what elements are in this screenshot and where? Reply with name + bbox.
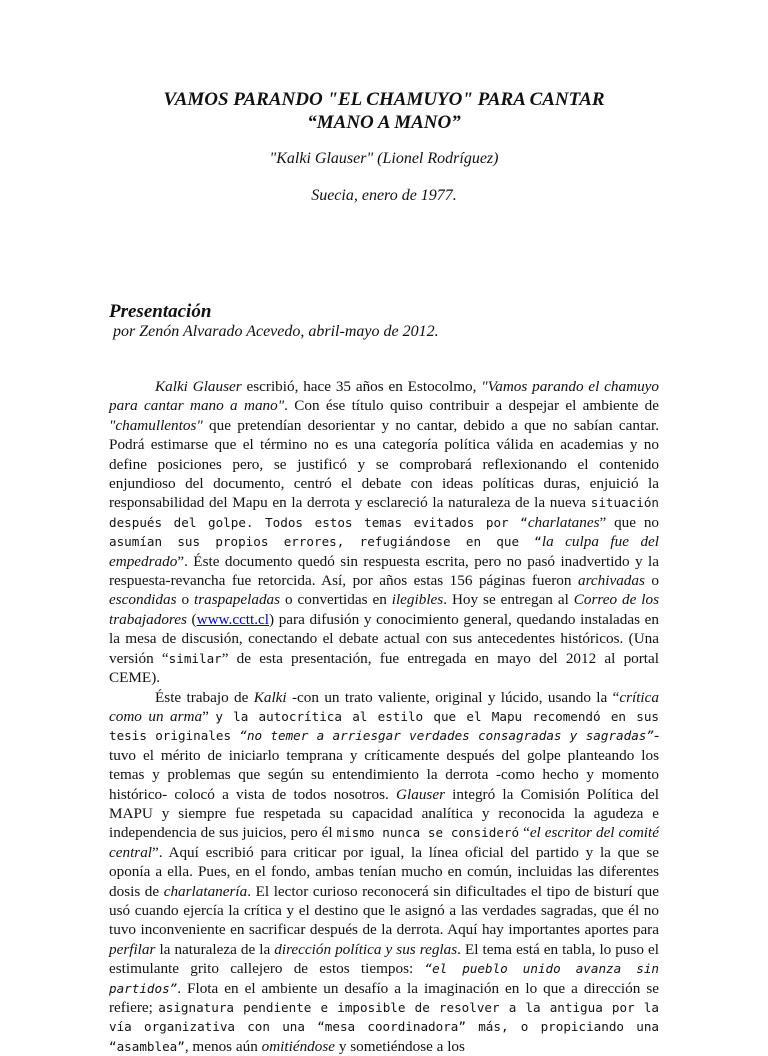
text-span: charlatanes bbox=[528, 514, 600, 531]
text-span: Glauser bbox=[396, 786, 445, 803]
text-span: similar bbox=[169, 651, 222, 666]
text-span: “ bbox=[519, 824, 530, 841]
title-line-2: “MANO A MANO” bbox=[0, 111, 768, 135]
text-span: - tuvo el mérito de iniciarlo temprana y críticamente después del golpe planteando los temas y problemas que según su entendimiento la derrota -como hecho y momento histórico- colocó a vista de todos nosotros. bbox=[109, 727, 659, 802]
text-span: ” bbox=[202, 708, 215, 725]
paragraph-2 bbox=[109, 688, 659, 1056]
text-span: situación después del golpe. Todos estos temas evitados por “ bbox=[109, 495, 659, 529]
text-span: ) para difusión y conocimiento general, quedando instaladas en la mesa de discusión, conectando el debate actual con sus antecedentes históricos. (Una versión “ bbox=[109, 611, 659, 667]
section-title: Presentación bbox=[109, 301, 211, 323]
text-span: mismo nunca se consideró bbox=[337, 825, 520, 840]
text-span: . Hoy se entregan al bbox=[443, 591, 574, 608]
text-span: integró la Comisión Política del MAPU y siempre fue respetada su capacidad analítica y reconocida la agudeza e independencia de sus juicios bbox=[109, 786, 659, 842]
author-line: "Kalki Glauser" (Lionel Rodríguez) bbox=[0, 150, 768, 168]
text-span: o convertidas en bbox=[280, 591, 392, 608]
text-span: el escritor del comité central bbox=[109, 824, 659, 860]
text-span: traspapeladas bbox=[194, 591, 280, 608]
text-span: ” de esta presentación, fue entregada en mayo del 2012 al portal CEME). bbox=[109, 650, 659, 686]
text-span: . El lector curioso reconocerá sin dificultades el tipo de bisturí que usó cuando ejercía la crítica y el destino que le asignó a las verdades sagradas, que él no tuvo inconveniente en sacrificar después de la derrota. Aquí hay importantes aportes para bbox=[109, 883, 659, 939]
text-span: crítica como un arma bbox=[109, 689, 659, 725]
text-span: omitiéndose bbox=[262, 1038, 335, 1055]
text-span: charlatanería bbox=[164, 883, 248, 900]
text-span: o bbox=[177, 591, 194, 608]
section-subtitle: por Zenón Alvarado Acevedo, abril-mayo de 2012. bbox=[113, 323, 439, 341]
text-span: o bbox=[645, 572, 659, 589]
text-span: Correo de los trabajadores bbox=[109, 591, 659, 627]
text-span: asignatura pendiente e imposible de resolver a la antigua por la vía organizativa con una “mesa coordinadora” más, o propiciando una “asamblea” bbox=[109, 1000, 659, 1054]
text-span: ” que no bbox=[600, 514, 659, 531]
text-span: . Flota en el ambiente un desafío a la imaginación en lo que a dirección se refiere; bbox=[109, 980, 659, 1016]
text-span: ”. Éste bbox=[177, 553, 225, 570]
text-span: dirección política y sus reglas bbox=[274, 941, 457, 958]
text-span: que pretendían desorientar y no cantar, debido a que no sabían cantar. Podrá estimarse que el término no es una categoría política válida en academias y no define posiciones pero, se justificó y se comprobará reflexionando el contenido enjundioso del documento bbox=[109, 417, 659, 492]
text-span: ilegibles bbox=[392, 591, 443, 608]
text-span: y sometiéndose a los bbox=[335, 1038, 465, 1055]
text-span: “el pueblo unido avanza sin partidos” bbox=[109, 961, 659, 995]
text-span: archivadas bbox=[578, 572, 645, 589]
text-span: "chamullentos" bbox=[109, 417, 203, 434]
text-span: , menos aún bbox=[185, 1038, 262, 1055]
cctt-link[interactable]: www.cctt.cl bbox=[197, 611, 269, 628]
title-line-1: VAMOS PARANDO "EL CHAMUYO" PARA CANTAR bbox=[0, 88, 768, 112]
text-span: la culpa fue del empedrado bbox=[109, 533, 659, 569]
text-span: , centró el debate con ideas políticas duras, enjuició la responsabilidad del Mapu en la derrota y esclareció la naturaleza de la nueva bbox=[109, 475, 659, 511]
text-span: escribió, hace 35 años en Estocolmo, bbox=[242, 378, 482, 395]
text-span: . Con ése título quiso contribuir a despejar el ambiente de bbox=[284, 397, 659, 414]
paragraph-1 bbox=[109, 377, 659, 688]
text-span: la naturaleza de la bbox=[155, 941, 274, 958]
text-span: Kalki Glauser bbox=[155, 378, 242, 395]
text-span: escondidas bbox=[109, 591, 177, 608]
text-span: ( bbox=[187, 611, 197, 628]
text-span: Éste trabajo de bbox=[155, 689, 254, 706]
text-span: , pero él bbox=[283, 824, 337, 841]
text-span: “no temer a arriesgar verdades consagradas y sagradas” bbox=[239, 728, 654, 743]
body-text bbox=[109, 377, 659, 1056]
text-span: y la autocrítica al estilo que el Mapu recomendó en sus tesis originales bbox=[109, 709, 659, 743]
text-span: Kalki bbox=[254, 689, 287, 706]
text-span: ”. Aquí escribió para criticar por igual, la línea oficial del partido y la que se oponía a ella. Pues, en el fondo, ambas tenían mucho en común, incluidas las diferentes dosis de bbox=[109, 844, 659, 900]
text-span: asumían sus propios errores, refugiándose en que “ bbox=[109, 534, 542, 549]
place-date: Suecia, enero de 1977. bbox=[0, 187, 768, 205]
text-span: perfilar bbox=[109, 941, 155, 958]
text-span: documento quedó sin respuesta escrita, pero no pasó inadvertido y la respuesta-revancha fue retorcida. Así, por años estas 156 páginas fueron bbox=[109, 553, 659, 589]
text-span: . El tema está en tabla, lo puso el estimulante grito callejero de estos tiempos: bbox=[109, 941, 659, 977]
text-span: -con un trato valiente, original y lúcido, usando la “ bbox=[287, 689, 620, 706]
text-span: "Vamos parando el chamuyo para cantar mano a mano" bbox=[109, 378, 659, 414]
